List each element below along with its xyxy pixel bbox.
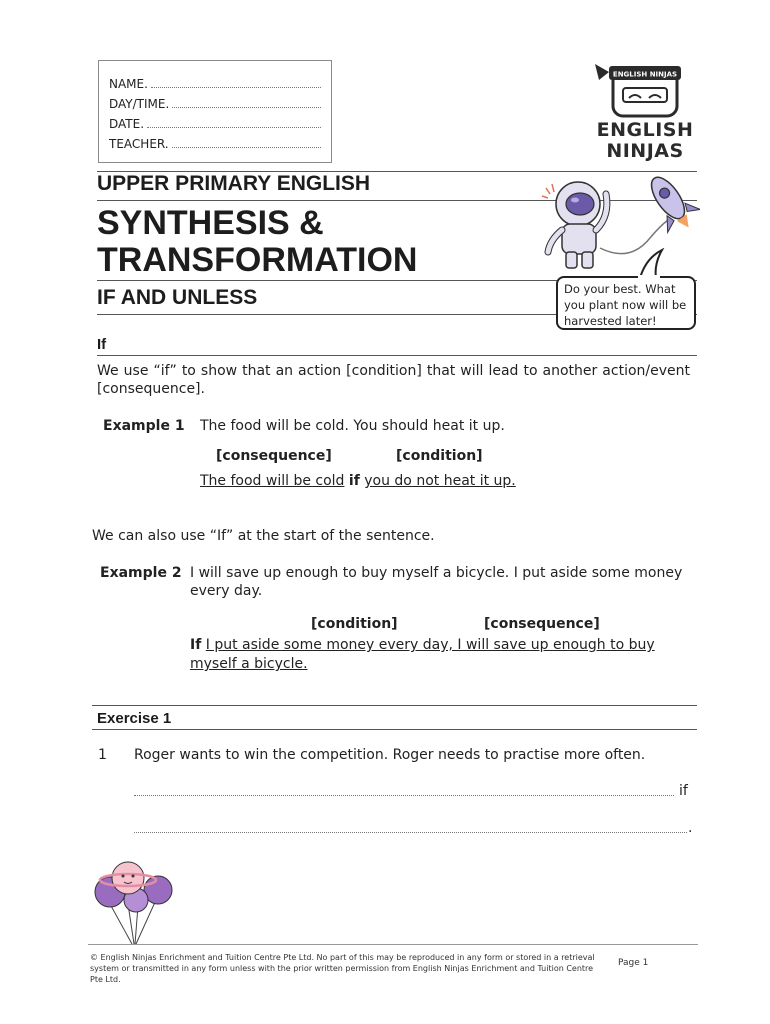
title-line-1: SYNTHESIS & xyxy=(97,204,324,242)
example-2-answer-part-1: I put aside some money every day, I will save up enough to buy xyxy=(205,637,655,653)
answer-line-2-suffix: . xyxy=(688,820,693,836)
date-row xyxy=(109,111,321,131)
copyright-notice: © English Ninjas Enrichment and Tuition Centre Pte Ltd. No part of this may be reproduced in any form or stored in a retrieval system or transmitted in any form unless with the prior written permission from English Ninjas Enrichment and Tuition Centre Pte Ltd. xyxy=(90,953,595,984)
example-2-tag-consequence: [consequence] xyxy=(484,616,600,632)
example-2-label: Example 2 xyxy=(100,565,182,581)
question-1-text: Roger wants to win the competition. Roger needs to practise more often. xyxy=(134,747,646,763)
logo-word-ninjas: NINJAS xyxy=(606,140,684,162)
topic-heading: IF AND UNLESS xyxy=(97,286,258,309)
date-field[interactable] xyxy=(147,127,321,128)
example-2-answer-line-1 xyxy=(190,636,655,654)
exercise-heading-rule xyxy=(92,729,697,730)
astronaut-illustration xyxy=(540,168,700,278)
teacher-label: TEACHER. xyxy=(109,137,169,151)
example-1-condition-part: you do not heat it up. xyxy=(364,473,516,489)
example-1-consequence-part: The food will be cold xyxy=(200,473,345,489)
example-1-tag-condition: [condition] xyxy=(396,448,483,464)
example-1-connector: if xyxy=(348,473,360,489)
daytime-row xyxy=(109,91,321,111)
page-title xyxy=(97,205,417,279)
answer-line-1[interactable] xyxy=(134,795,674,796)
section-label-if: If xyxy=(97,336,107,353)
question-1-number: 1 xyxy=(98,747,107,763)
student-info-box xyxy=(98,60,332,163)
if-intro-text: We use “if” to show that an action [condition] that will lead to another action/event [consequence]. xyxy=(97,363,690,397)
also-use-text: We can also use “If” at the start of the sentence. xyxy=(92,528,435,544)
name-label: NAME. xyxy=(109,77,148,91)
speech-bubble: Do your best. What you plant now will be harvested later! xyxy=(556,276,696,330)
teacher-row xyxy=(109,131,321,151)
daytime-label: DAY/TIME. xyxy=(109,97,170,111)
speech-bubble-tail xyxy=(636,248,666,278)
example-2-sentence-line-1: I will save up enough to buy myself a bicycle. I put aside some money xyxy=(190,565,683,581)
example-2-answer-line-2: myself a bicycle. xyxy=(190,656,308,672)
ninja-head-icon xyxy=(583,58,707,120)
answer-line-1-suffix: if xyxy=(679,783,688,799)
exercise-1-heading: Exercise 1 xyxy=(97,710,172,727)
planet-balloons-illustration xyxy=(88,860,184,946)
example-1-tag-consequence: [consequence] xyxy=(216,448,332,464)
example-1-label: Example 1 xyxy=(103,418,185,434)
name-row xyxy=(109,71,321,91)
example-2-connector: If xyxy=(190,637,202,653)
example-1-answer xyxy=(200,472,516,490)
logo-word-english: ENGLISH xyxy=(596,119,694,141)
english-ninjas-logo xyxy=(583,58,707,168)
example-2-sentence-line-2: every day. xyxy=(190,583,263,599)
section-rule xyxy=(97,355,697,356)
footer-rule xyxy=(88,944,698,945)
example-1-sentence: The food will be cold. You should heat it up. xyxy=(200,418,505,434)
answer-line-2[interactable] xyxy=(134,832,687,833)
date-label: DATE. xyxy=(109,117,145,131)
level-heading: UPPER PRIMARY ENGLISH xyxy=(97,172,371,195)
exercise-top-rule xyxy=(92,705,697,706)
daytime-field[interactable] xyxy=(172,107,321,108)
example-2-tag-condition: [condition] xyxy=(311,616,398,632)
logo-ribbon-text: ENGLISH NINJAS xyxy=(612,70,678,79)
name-field[interactable] xyxy=(151,87,321,88)
page-number: Page 1 xyxy=(618,958,649,968)
title-line-2: TRANSFORMATION xyxy=(97,241,418,279)
teacher-field[interactable] xyxy=(172,147,321,148)
